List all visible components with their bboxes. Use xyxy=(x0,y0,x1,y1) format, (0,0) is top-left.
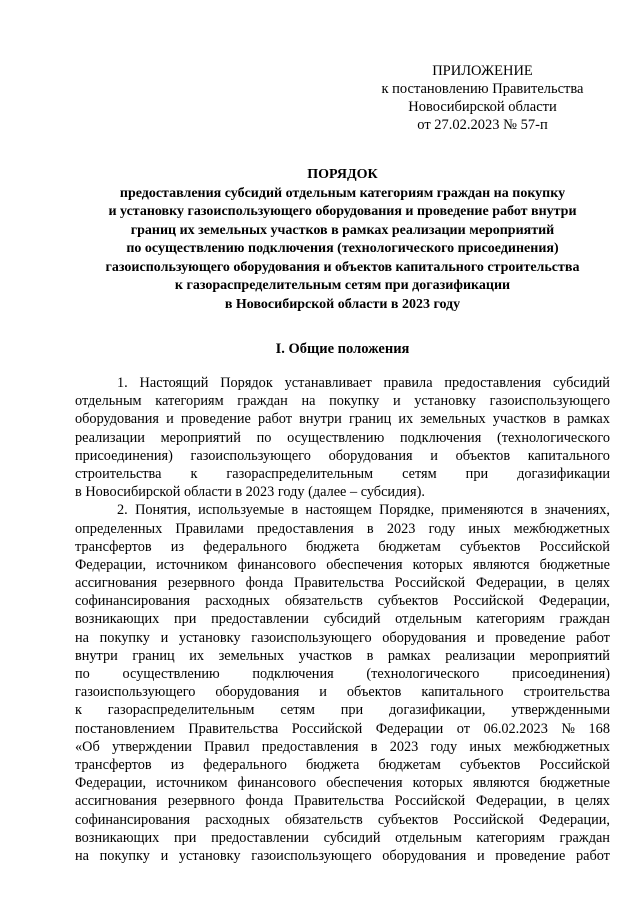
paragraph-line: на покупку и установку газоиспользующего оборудования и проведение работ xyxy=(75,847,610,864)
paragraph-line: Федерации, источником финансового обеспечения которых являются бюджетные xyxy=(75,775,610,792)
paragraph-line: по осуществлению подключения (технологического присоединения) xyxy=(75,666,610,682)
paragraph-line: газоиспользующего оборудования и объектов капитального строительства xyxy=(75,684,610,701)
appendix-date-line: от 27.02.2023 № 57-п xyxy=(417,117,548,133)
title-line: границ их земельных участков в рамках реализации мероприятий xyxy=(130,222,555,238)
paragraph-line: трансфертов из федерального бюджета бюджетам субъектов Российской xyxy=(75,756,610,773)
paragraph-line: 1. Настоящий Порядок устанавливает правила предоставления субсидий xyxy=(117,375,610,391)
paragraph-line: софинансирования расходных обязательств субъектов Российской Федерации, xyxy=(75,811,610,828)
title-line: к газораспределительным сетям при догазификации xyxy=(174,278,511,293)
paragraph-line: строительства к газораспределительным сетям при догазификации xyxy=(75,465,610,482)
paragraph-line: возникающих при предоставлении субсидий отдельным категориям граждан xyxy=(75,611,610,628)
paragraph-line: к газораспределительным сетям при догазификации, утвержденными xyxy=(75,702,610,719)
paragraph-line: реализации мероприятий по осуществлению подключения (технологического xyxy=(75,429,610,446)
appendix-ref-line: к постановлению Правительства xyxy=(381,81,584,97)
paragraph-line: присоединения) газоиспользующего оборудования и объектов капитального xyxy=(75,447,610,464)
body-text xyxy=(75,374,610,865)
paragraph-line: 2. Понятия, используемые в настоящем Порядке, применяются в значениях, xyxy=(117,502,610,519)
paragraph-line: постановлением Правительства Российской Федерации от 06.02.2023 № 168 xyxy=(75,720,610,737)
paragraph-line: софинансирования расходных обязательств субъектов Российской Федерации, xyxy=(75,593,610,610)
title-line: по осуществлению подключения (технологического присоединения) xyxy=(126,241,559,256)
paragraph-line: «Об утверждении Правил предоставления в 2023 году иных межбюджетных xyxy=(75,738,610,755)
paragraph-line: отдельным категориям граждан на покупку и установку газоиспользующего xyxy=(75,393,610,410)
section-heading: I. Общие положения xyxy=(275,341,410,357)
appendix-label: ПРИЛОЖЕНИЕ xyxy=(432,63,533,79)
paragraph-line: Федерации, источником финансового обеспечения которых являются бюджетные xyxy=(75,556,610,573)
paragraph-line: оборудования и проведение работ внутри границ их земельных участков в рамках xyxy=(75,411,610,428)
title-line: и установку газоиспользующего оборудования и проведение работ внутри xyxy=(108,204,577,219)
title-line: предоставления субсидий отдельным категориям граждан на покупку xyxy=(119,185,566,201)
paragraph-line: ассигнования резервного фонда Правительства Российской Федерации, в целях xyxy=(75,793,610,810)
paragraph-line: на покупку и установку газоиспользующего оборудования и проведение работ xyxy=(75,629,610,646)
paragraph-line: внутри границ их земельных участков в рамках реализации мероприятий xyxy=(75,647,610,664)
appendix-region-line: Новосибирской области xyxy=(408,99,557,115)
title-line: в Новосибирской области в 2023 году xyxy=(224,296,461,312)
appendix-header xyxy=(380,62,585,134)
paragraph-line: возникающих при предоставлении субсидий отдельным категориям граждан xyxy=(75,829,610,846)
title-heading: ПОРЯДОК xyxy=(307,167,378,182)
paragraph-line: определенных Правилами предоставления в 2023 году иных межбюджетных xyxy=(75,520,610,537)
paragraph-line: трансфертов из федерального бюджета бюджетам субъектов Российской xyxy=(75,538,610,555)
paragraph-line: ассигнования резервного фонда Правительства Российской Федерации, в целях xyxy=(75,575,610,592)
document-title xyxy=(75,166,610,314)
title-line: газоиспользующего оборудования и объектов капитального строительства xyxy=(105,259,580,275)
paragraph-line: в Новосибирской области в 2023 году (далее – субсидия). xyxy=(75,484,425,501)
